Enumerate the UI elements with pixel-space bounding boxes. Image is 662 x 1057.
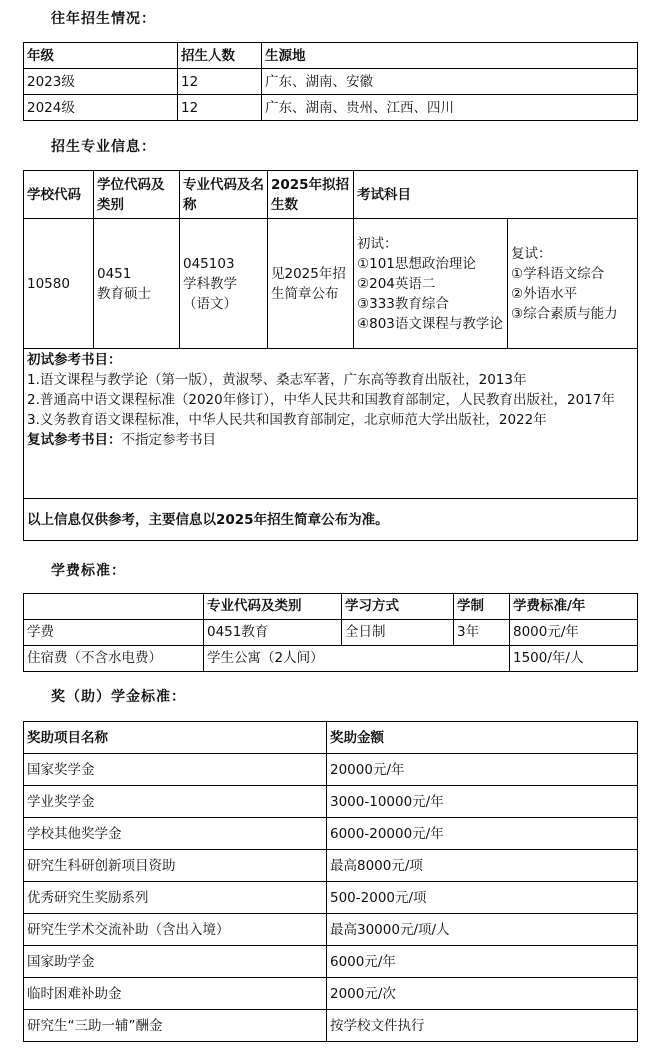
- retest-books-value: 不指定参考书目: [121, 432, 216, 448]
- cell-grade: 2023级: [24, 69, 178, 95]
- table-row: [24, 95, 638, 121]
- header-award-name: 奖助项目名称: [24, 722, 327, 754]
- cell-study-mode: 全日制: [342, 620, 454, 646]
- table-row: [24, 69, 638, 95]
- cell-grade: 2024级: [24, 95, 178, 121]
- prelim-books-title: 初试参考书目：: [27, 352, 122, 368]
- header-school-code: 学校代码: [24, 171, 94, 219]
- cell-housing-type: 学生公寓（2人间）: [204, 646, 510, 672]
- cell-count: 12: [178, 95, 262, 121]
- cell-retest-subjects: 复试： ①学科语文综合 ②外语水平 ③综合素质与能力: [508, 219, 638, 349]
- header-student-origin: 生源地: [262, 43, 638, 69]
- cell-award-amount: 6000-20000元/年: [327, 818, 638, 850]
- cell-degree-code: 0451 教育硕士: [94, 219, 180, 349]
- cell-tuition-amount: 8000元/年: [510, 620, 638, 646]
- cell-reference-books: [24, 349, 638, 499]
- prelim-book-item: 3.义务教育语文课程标准，中华人民共和国教育部制定，北京师范大学出版社，2022年: [27, 412, 547, 428]
- cell-award-amount: 2000元/次: [327, 978, 638, 1010]
- header-duration: 学制: [454, 594, 510, 620]
- cell-award-name: 研究生科研创新项目资助: [24, 850, 327, 882]
- scholarships-table: [23, 721, 638, 1042]
- cell-origin: 广东、湖南、贵州、江西、四川: [262, 95, 638, 121]
- cell-award-amount: 3000-10000元/年: [327, 786, 638, 818]
- table-row: [24, 914, 638, 946]
- tuition-heading: 学费标准：: [51, 563, 126, 579]
- cell-duration: 3年: [454, 620, 510, 646]
- header-enrollment-plan: 2025年拟招生数: [268, 171, 354, 219]
- cell-award-name: 学校其他奖学金: [24, 818, 327, 850]
- admission-history-table: [23, 42, 638, 121]
- retest-books-line: [27, 430, 634, 450]
- header-major-code: 专业代码及名称: [180, 171, 268, 219]
- header-degree-code: 学位代码及类别: [94, 171, 180, 219]
- prelim-book-item: 1.语文课程与教学论（第一版），黄淑琴、桑志军著，广东高等教育出版社，2013年: [27, 372, 527, 388]
- cell-prelim-subjects: 初试： ①101思想政治理论 ②204英语二 ③333教育综合 ④803语文课程与教学论: [354, 219, 508, 349]
- cell-housing-amount: 1500/年/人: [510, 646, 638, 672]
- cell-award-amount: 20000元/年: [327, 754, 638, 786]
- cell-award-name: 国家助学金: [24, 946, 327, 978]
- cell-award-name: 研究生学术交流补助（含出入境）: [24, 914, 327, 946]
- cell-count: 12: [178, 69, 262, 95]
- table-header-row: [24, 43, 638, 69]
- table-row: [24, 754, 638, 786]
- prelim-book-item: 2.普通高中语文课程标准（2020年修订），中华人民共和国教育部制定，人民教育出版社，2017年: [27, 392, 615, 408]
- table-row: [24, 882, 638, 914]
- cell-award-amount: 最高30000元/项/人: [327, 914, 638, 946]
- cell-award-name: 优秀研究生奖励系列: [24, 882, 327, 914]
- cell-major-category: 0451教育: [204, 620, 342, 646]
- cell-award-amount: 6000元/年: [327, 946, 638, 978]
- cell-housing-label: 住宿费（不含水电费）: [24, 646, 204, 672]
- cell-award-name: 学业奖学金: [24, 786, 327, 818]
- header-enrolled-count: 招生人数: [178, 43, 262, 69]
- table-row: [24, 946, 638, 978]
- table-header-row: [24, 171, 638, 219]
- major-info-table: [23, 170, 638, 541]
- table-header-row: [24, 594, 638, 620]
- table-row: [24, 786, 638, 818]
- cell-school-code: 10580: [24, 219, 94, 349]
- table-row: [24, 646, 638, 672]
- admission-history-heading: 往年招生情况：: [51, 11, 156, 27]
- table-row: [24, 1010, 638, 1042]
- cell-major-code: 045103 学科教学 （语文）: [180, 219, 268, 349]
- table-row: [24, 818, 638, 850]
- header-major-code-category: 专业代码及类别: [204, 594, 342, 620]
- table-row: [24, 219, 638, 349]
- cell-award-name: 国家奖学金: [24, 754, 327, 786]
- table-row-reference-books: [24, 349, 638, 499]
- header-study-mode: 学习方式: [342, 594, 454, 620]
- table-row-note: [24, 499, 638, 541]
- header-exam-subjects: 考试科目: [354, 171, 638, 219]
- cell-origin: 广东、湖南、安徽: [262, 69, 638, 95]
- tuition-table: [23, 593, 638, 672]
- cell-award-amount: 500-2000元/项: [327, 882, 638, 914]
- cell-tuition-label: 学费: [24, 620, 204, 646]
- cell-award-name: 研究生“三助一辅”酬金: [24, 1010, 327, 1042]
- table-row: [24, 620, 638, 646]
- header-award-amount: 奖助金额: [327, 722, 638, 754]
- cell-award-name: 临时困难补助金: [24, 978, 327, 1010]
- cell-note: 以上信息仅供参考，主要信息以2025年招生简章公布为准。: [24, 499, 638, 541]
- header-grade: 年级: [24, 43, 178, 69]
- header-tuition-per-year: 学费标准/年: [510, 594, 638, 620]
- table-row: [24, 850, 638, 882]
- retest-books-title: 复试参考书目：: [27, 432, 122, 448]
- cell-enrollment-plan: 见2025年招生简章公布: [268, 219, 354, 349]
- scholarships-heading: 奖（助）学金标准：: [51, 689, 186, 705]
- cell-award-amount: 最高8000元/项: [327, 850, 638, 882]
- major-info-heading: 招生专业信息：: [51, 139, 156, 155]
- header-blank: [24, 594, 204, 620]
- cell-award-amount: 按学校文件执行: [327, 1010, 638, 1042]
- table-header-row: [24, 722, 638, 754]
- table-row: [24, 978, 638, 1010]
